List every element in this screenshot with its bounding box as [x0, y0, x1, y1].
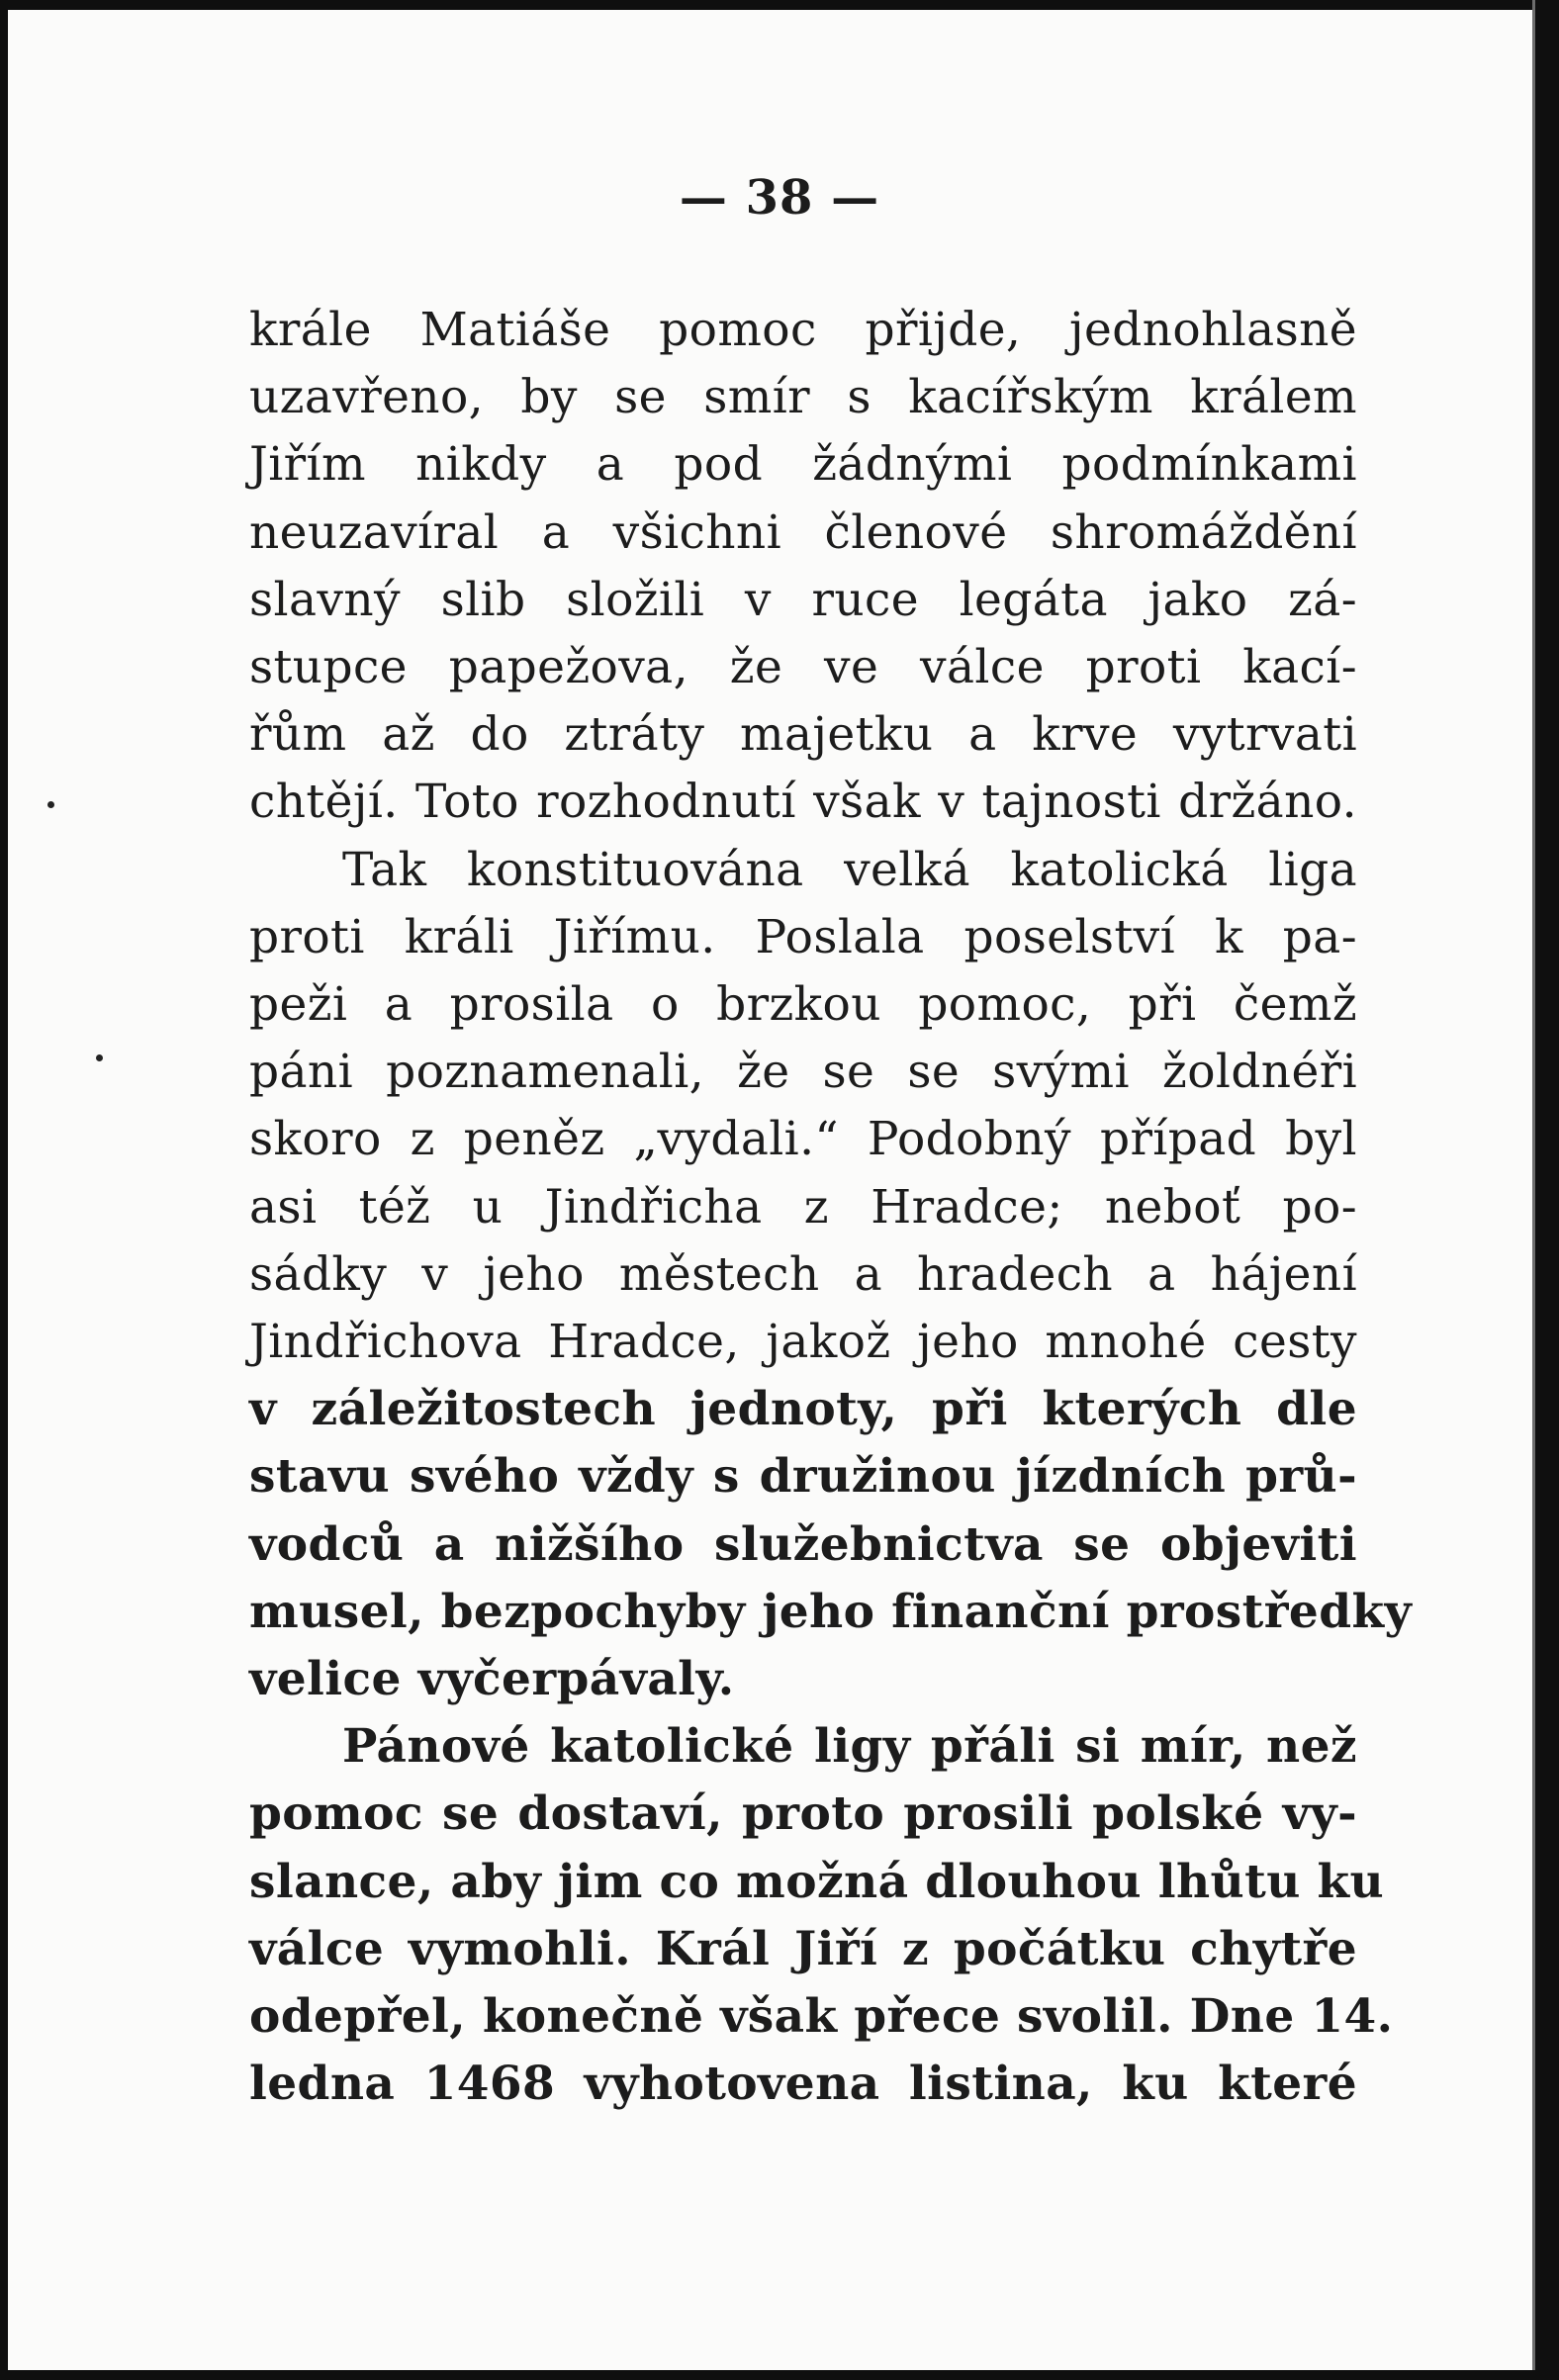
text-line: páni poznamenali, že se se svými žoldnéři	[249, 1045, 1357, 1100]
text-line: ledna 1468 vyhotovena listina, ku které	[249, 2057, 1357, 2112]
ink-speck	[96, 1054, 103, 1061]
text-line: vodců a nižšího služebnictva se objeviti	[249, 1516, 1357, 1572]
text-line: musel, bezpochyby jeho finanční prostředky	[249, 1584, 1413, 1639]
text-line: skoro z peněz „vydali.“ Podobný případ byl	[249, 1112, 1357, 1167]
text-line: Pánové katolické ligy přáli si mír, než	[342, 1719, 1357, 1775]
text-line: chtějí. Toto rozhodnutí však v tajnosti držáno.	[249, 775, 1357, 830]
text-line: proti králi Jiřímu. Poslala poselství k pa-	[249, 909, 1357, 964]
text-line: v záležitostech jednoty, při kterých dle	[249, 1382, 1357, 1437]
text-line: řům až do ztráty majetku a krve vytrvati	[249, 707, 1357, 763]
text-line: peži a prosila o brzkou pomoc, při čemž	[249, 977, 1357, 1033]
text-line: slance, aby jim co možná dlouhou lhůtu ku	[249, 1854, 1385, 1909]
text-line: velice vyčerpávaly.	[249, 1652, 735, 1707]
text-line: Jiřím nikdy a pod žádnými podmínkami	[249, 437, 1357, 493]
text-line: sádky v jeho městech a hradech a hájení	[249, 1246, 1357, 1302]
paragraph-2	[249, 837, 1413, 1714]
page-number: — 38 —	[679, 170, 880, 226]
text-line: krále Matiáše pomoc přijde, jednohlasně	[249, 303, 1357, 357]
paragraph-1	[249, 297, 1357, 837]
scan-border-right	[1535, 0, 1559, 2380]
text-line: válce vymohli. Král Jiří z počátku chytře	[249, 1921, 1357, 1976]
text-line: neuzavíral a všichni členové shromáždění	[249, 504, 1357, 560]
ink-speck	[47, 801, 54, 808]
text-line: Tak konstituována velká katolická liga	[342, 842, 1357, 897]
text-line: Jindřichova Hradce, jakož jeho mnohé cesty	[249, 1315, 1357, 1370]
text-line: pomoc se dostaví, proto prosili polské vy-	[249, 1786, 1357, 1842]
text-line: stavu svého vždy s družinou jízdních prů-	[249, 1449, 1357, 1505]
scan-border-left	[0, 0, 8, 2380]
text-line: asi též u Jindřicha z Hradce; neboť po-	[249, 1179, 1357, 1235]
text-line: uzavřeno, by se smír s kacířským králem	[249, 370, 1357, 425]
body-text	[249, 297, 1413, 2118]
text-line: odepřel, konečně však přece svolil. Dne 14.	[249, 1989, 1394, 2045]
scan-border-top	[0, 0, 1559, 10]
scan-border-bottom	[0, 2370, 1559, 2380]
text-line: stupce papežova, že ve válce proti kací-	[249, 640, 1357, 695]
paragraph-3	[249, 1713, 1394, 2118]
text-line: slavný slib složili v ruce legáta jako zá-	[249, 572, 1357, 627]
